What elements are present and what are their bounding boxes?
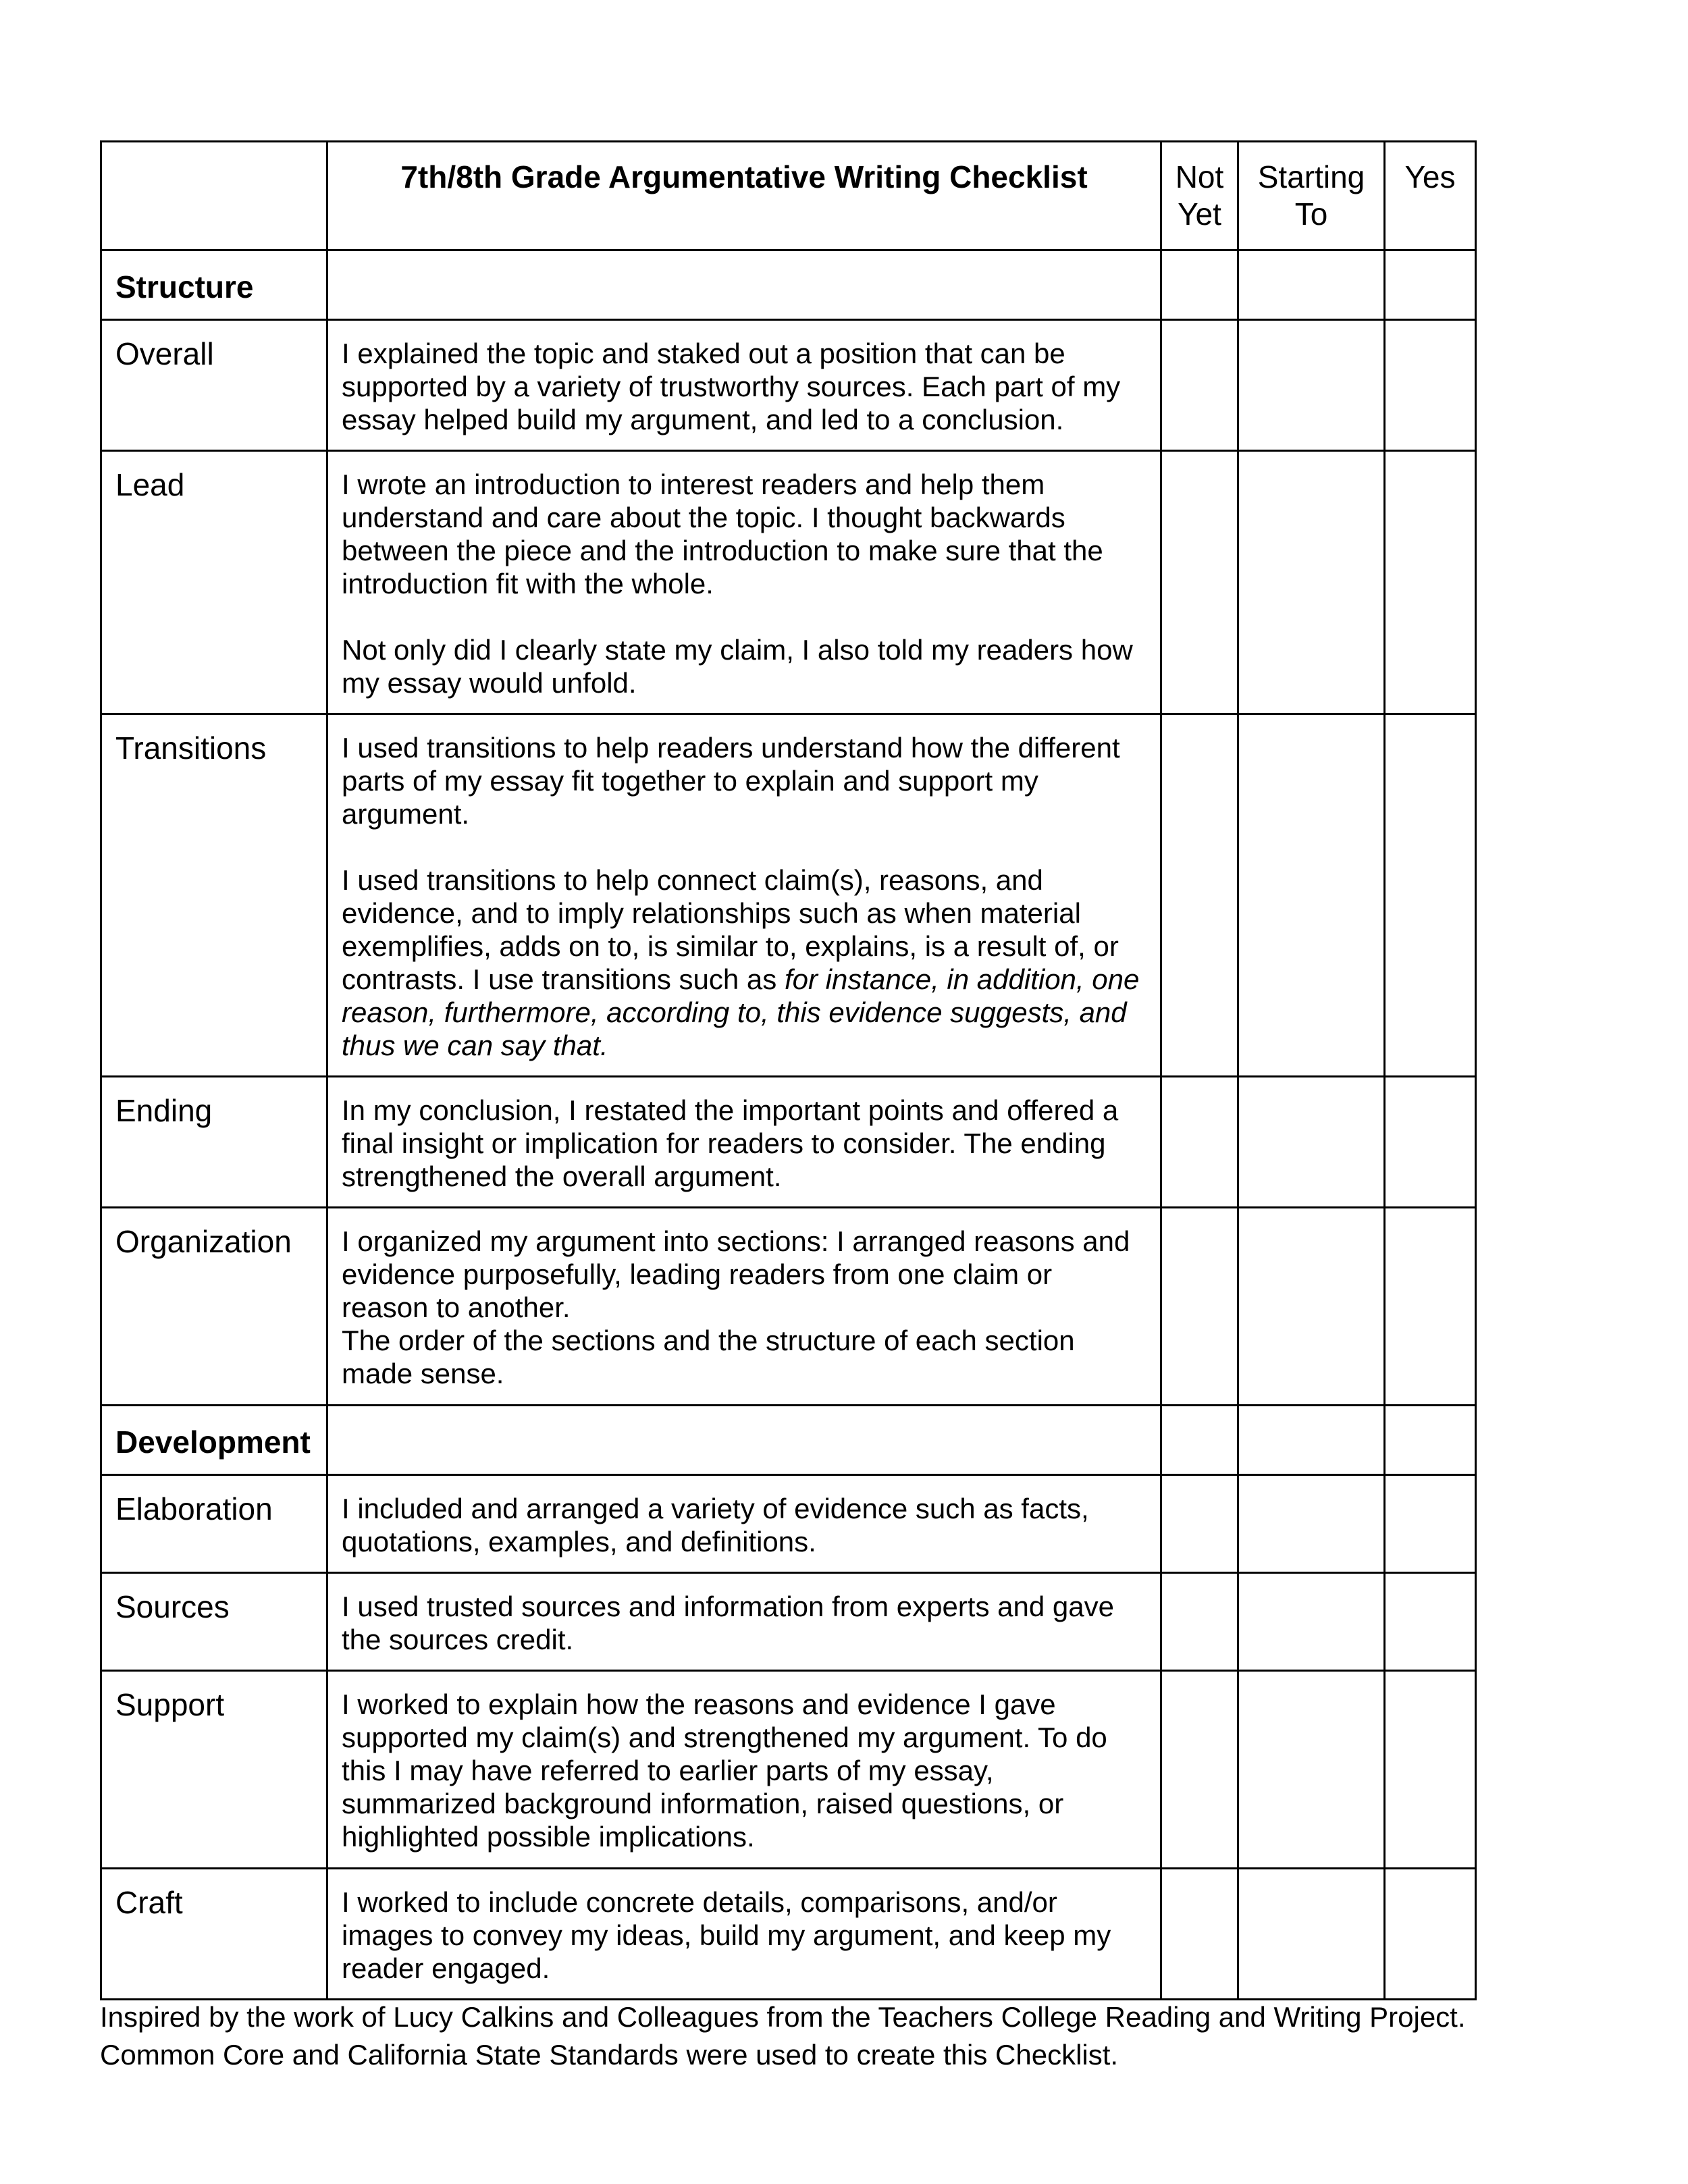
starting-to-header [1238,142,1385,250]
checklist-row-elaboration [101,1475,1476,1573]
transitions-italic-examples: for instance, in addition, one reason, furthermore, according to, this evidence suggests, and thus we can say that. [342,963,1140,1061]
not-yet-header [1161,142,1238,250]
footer-line-inspiration: Inspired by the work of Lucy Calkins and Colleagues from the Teachers College Reading and Writing Project. [100,2001,1466,2033]
checklist-table [100,140,1477,2000]
yes-checkbox[interactable] [1385,714,1476,1077]
starting-to-checkbox[interactable] [1238,1077,1385,1208]
starting-to-checkbox[interactable] [1238,714,1385,1077]
description-cell [327,1475,1161,1573]
checklist-row-transitions [101,714,1476,1077]
category-cell [101,1671,327,1869]
yes-checkbox[interactable] [1385,1406,1476,1475]
category-label-craft: Craft [115,1885,183,1920]
starting-to-checkbox[interactable] [1238,1573,1385,1671]
category-label-support: Support [115,1687,225,1722]
description-support: I worked to explain how the reasons and evidence I gave supported my claim(s) and strengthened my argument. To do this I may have referred to earlier parts of my essay, summarized background information, raised questions, or highlighted possible implications. [342,1688,1107,1853]
description-transitions-paragraph-2 [342,863,1145,1062]
category-label-elaboration: Elaboration [115,1491,273,1526]
starting-to-checkbox[interactable] [1238,320,1385,451]
section-label-cell [101,1406,327,1475]
yes-checkbox[interactable] [1385,1573,1476,1671]
checklist-row-sources [101,1573,1476,1671]
header-blank-cell [101,142,327,250]
not-yet-label-line2: Yet [1178,196,1221,232]
checklist-row-lead [101,451,1476,714]
yes-checkbox[interactable] [1385,320,1476,451]
description-cell [327,1208,1161,1406]
checklist-title: 7th/8th Grade Argumentative Writing Checklist [400,159,1088,194]
starting-to-checkbox[interactable] [1238,1869,1385,2000]
category-label-transitions: Transitions [115,730,267,766]
yes-checkbox[interactable] [1385,1671,1476,1869]
not-yet-checkbox[interactable] [1161,1475,1238,1573]
not-yet-checkbox[interactable] [1161,714,1238,1077]
starting-to-checkbox[interactable] [1238,1671,1385,1869]
category-label-organization: Organization [115,1224,292,1259]
checklist-row-ending [101,1077,1476,1208]
checklist-title-cell [327,142,1161,250]
starting-to-label-line2: To [1294,196,1328,232]
starting-to-checkbox[interactable] [1238,1475,1385,1573]
starting-to-checkbox[interactable] [1238,250,1385,320]
yes-label: Yes [1404,159,1456,194]
yes-checkbox[interactable] [1385,1869,1476,2000]
description-transitions-paragraph-1: I used transitions to help readers understand how the different parts of my essay fit together to explain and support my argument. [342,732,1120,830]
not-yet-label-line1: Not [1175,159,1224,194]
category-cell [101,1573,327,1671]
section-label-cell [101,250,327,320]
description-organization-paragraph-2: The order of the sections and the structure of each section made sense. [342,1325,1075,1389]
category-label-overall: Overall [115,336,214,371]
description-elaboration: I included and arranged a variety of evidence such as facts, quotations, examples, and definitions. [342,1493,1089,1557]
description-lead-paragraph-2: Not only did I clearly state my claim, I also told my readers how my essay would unfold. [342,634,1133,699]
yes-checkbox[interactable] [1385,451,1476,714]
checklist-row-organization [101,1208,1476,1406]
not-yet-checkbox[interactable] [1161,1869,1238,2000]
description-cell [327,1573,1161,1671]
description-overall: I explained the topic and staked out a position that can be supported by a variety of trustworthy sources. Each part of my essay helped build my argument, and led to a conclusion. [342,338,1121,435]
description-craft: I worked to include concrete details, comparisons, and/or images to convey my ideas, build my argument, and keep my reader engaged. [342,1886,1111,1984]
not-yet-checkbox[interactable] [1161,1208,1238,1406]
description-sources: I used trusted sources and information from experts and gave the sources credit. [342,1591,1114,1655]
section-row-structure [101,250,1476,320]
starting-to-checkbox[interactable] [1238,451,1385,714]
category-label-ending: Ending [115,1093,213,1128]
category-cell [101,451,327,714]
description-lead-paragraph-1: I wrote an introduction to interest readers and help them understand and care about the topic. I thought backwards between the piece and the introduction to make sure that the introduction fit with the whole. [342,469,1103,600]
category-cell [101,1869,327,2000]
footer-line-standards: Common Core and California State Standards were used to create this Checklist. [100,2039,1119,2071]
section-blank-cell [327,1406,1161,1475]
checklist-row-craft [101,1869,1476,2000]
section-label-structure: Structure [115,269,254,304]
section-label-development: Development [115,1424,311,1460]
description-cell [327,714,1161,1077]
description-cell [327,451,1161,714]
category-cell [101,714,327,1077]
yes-checkbox[interactable] [1385,250,1476,320]
description-cell [327,1077,1161,1208]
starting-to-checkbox[interactable] [1238,1406,1385,1475]
not-yet-checkbox[interactable] [1161,320,1238,451]
category-cell [101,320,327,451]
description-cell [327,320,1161,451]
transitions-plain-text: I used transitions to help connect claim(s), reasons, and evidence, and to imply relationships such as when material exemplifies, adds on to, is similar to, explains, is a result of, or contrasts. I use transitions such as [342,864,1119,995]
not-yet-checkbox[interactable] [1161,250,1238,320]
checklist-row-overall [101,320,1476,451]
description-cell [327,1869,1161,2000]
not-yet-checkbox[interactable] [1161,1077,1238,1208]
description-organization-paragraph-1: I organized my argument into sections: I arranged reasons and evidence purposefully, leading readers from one claim or reason to another. [342,1225,1130,1323]
description-ending: In my conclusion, I restated the important points and offered a final insight or implication for readers to consider. The ending strengthened the overall argument. [342,1094,1119,1192]
category-label-sources: Sources [115,1589,230,1624]
starting-to-label-line1: Starting [1257,159,1365,194]
yes-checkbox[interactable] [1385,1475,1476,1573]
description-cell [327,1671,1161,1869]
not-yet-checkbox[interactable] [1161,451,1238,714]
header-row [101,142,1476,250]
yes-checkbox[interactable] [1385,1208,1476,1406]
checklist-row-support [101,1671,1476,1869]
starting-to-checkbox[interactable] [1238,1208,1385,1406]
not-yet-checkbox[interactable] [1161,1573,1238,1671]
section-row-development [101,1406,1476,1475]
not-yet-checkbox[interactable] [1161,1671,1238,1869]
category-cell [101,1077,327,1208]
yes-header [1385,142,1476,250]
yes-checkbox[interactable] [1385,1077,1476,1208]
category-cell [101,1475,327,1573]
not-yet-checkbox[interactable] [1161,1406,1238,1475]
category-cell [101,1208,327,1406]
category-label-lead: Lead [115,467,185,502]
section-blank-cell [327,250,1161,320]
footer-credits [100,1998,1619,2074]
